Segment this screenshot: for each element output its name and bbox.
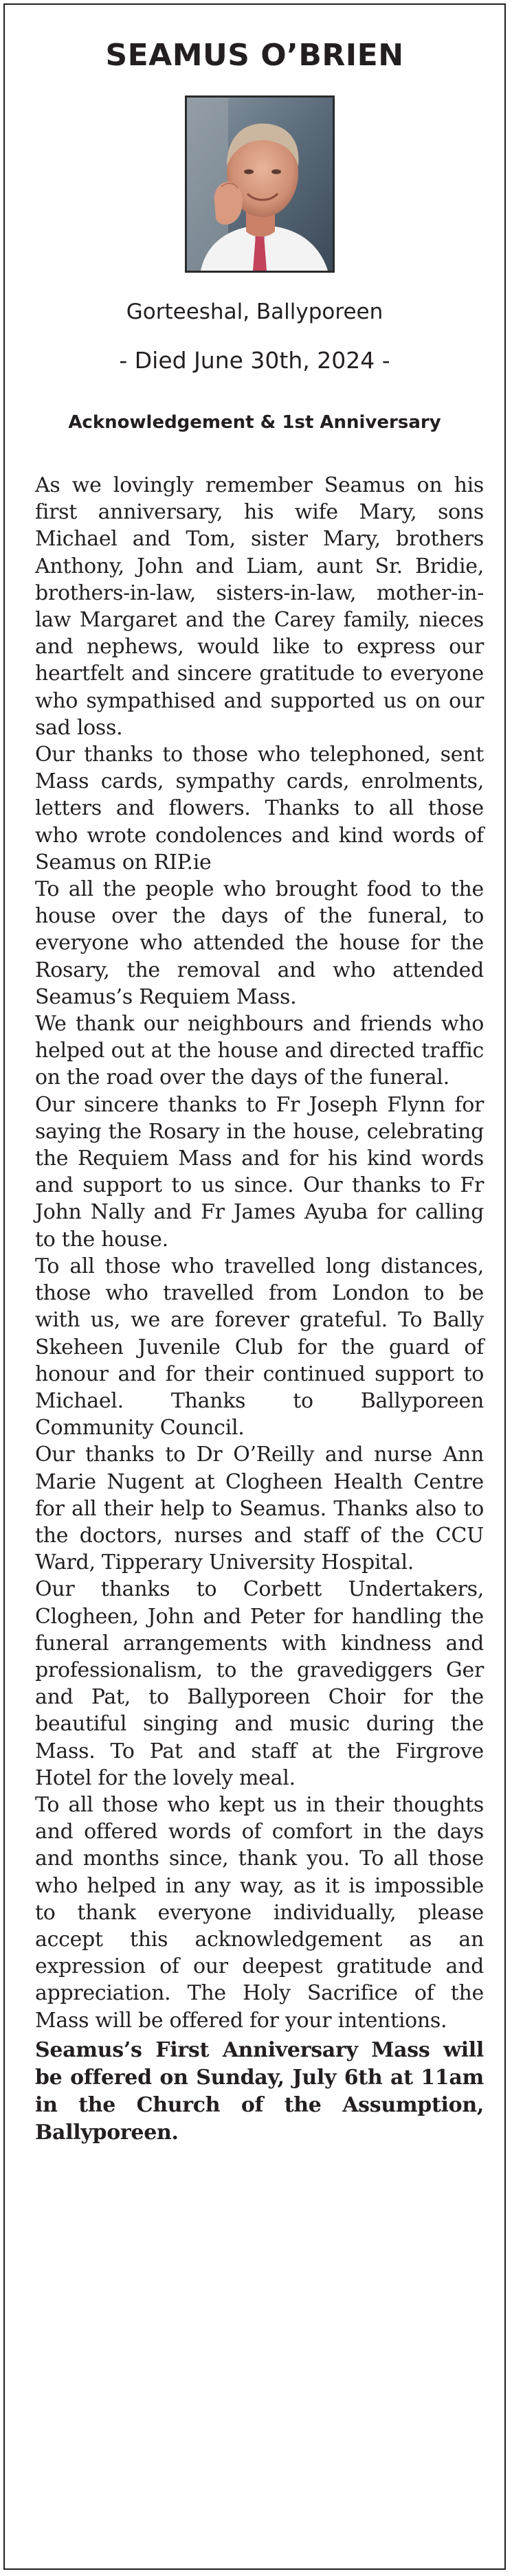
date-of-death: - Died June 30th, 2024 - <box>119 347 390 374</box>
body-paragraph: We thank our neighbours and friends who helped out at the house and directed traffic on the road over the days of the funeral. <box>35 1012 484 1090</box>
body-paragraph: Our thanks to those who telephoned, sent Mass cards, sympathy cards, enrolments, letters and flowers. Thanks to all those who wrote condolences and kind words of Seamus on RIP.ie <box>35 743 484 874</box>
notice-body <box>35 472 484 2147</box>
notice-heading: Acknowledgement & 1st Anniversary <box>68 412 441 433</box>
portrait-image <box>187 98 333 271</box>
body-paragraph: To all those who travelled long distances, those who travelled from London to be with us, we are forever grateful. To Bally Skeheen Juvenile Club for the guard of honour and for their continued support to Michael. Thanks to Ballyporeen Community Council. <box>35 1254 484 1440</box>
body-paragraph: Our sincere thanks to Fr Joseph Flynn for saying the Rosary in the house, celebrating the Requiem Mass and for his kind words and support to us since. Our thanks to Fr John Nally and Fr James Ayuba for calling to the house. <box>35 1092 484 1252</box>
body-paragraph: Our thanks to Dr O’Reilly and nurse Ann Marie Nugent at Clogheen Health Centre for all their help to Seamus. Thanks also to the doctors, nurses and staff of the CCU Ward, Tipperary University Hospital. <box>35 1443 484 1575</box>
body-paragraph: To all those who kept us in their thoughts and offered words of comfort in the days and months since, thank you. To all those who helped in any way, as it is impossible to thank everyone individually, please accept this acknowledgement as an expression of our deepest gratitude and appreciation. The Holy Sacrifice of the Mass will be offered for your intentions. <box>35 1792 484 2033</box>
memorial-notice <box>3 3 506 2570</box>
address: Gorteeshal, Ballyporeen <box>126 300 383 324</box>
body-paragraph: To all the people who brought food to the house over the days of the funeral, to everyone who attended the house for the Rosary, the removal and who attended Seamus’s Requiem Mass. <box>35 877 484 1009</box>
anniversary-mass-announcement: Seamus’s First Anniversary Mass will be offered on Sunday, July 6th at 11am in the Church of the Assumption, Ballyporeen. <box>35 2037 484 2145</box>
body-paragraph: As we lovingly remember Seamus on his first anniversary, his wife Mary, sons Michael and Tom, sister Mary, brothers Anthony, John and Liam, aunt Sr. Bridie, brothers-in-law, sisters-in-law, mother-in-law Margaret and the Carey family, nieces and nephews, would like to express our heartfelt and sincere gratitude to everyone who sympathised and supported us on our sad loss. <box>35 473 484 740</box>
portrait-photo <box>185 95 335 273</box>
deceased-name: SEAMUS O’BRIEN <box>105 38 404 73</box>
body-paragraph: Our thanks to Corbett Undertakers, Clogheen, John and Peter for handling the funeral arrangements with kindness and professionalism, to the gravediggers Ger and Pat, to Ballyporeen Choir for the beautiful singing and music during the Mass. To Pat and staff at the Firgrove Hotel for the lovely meal. <box>35 1577 484 1790</box>
